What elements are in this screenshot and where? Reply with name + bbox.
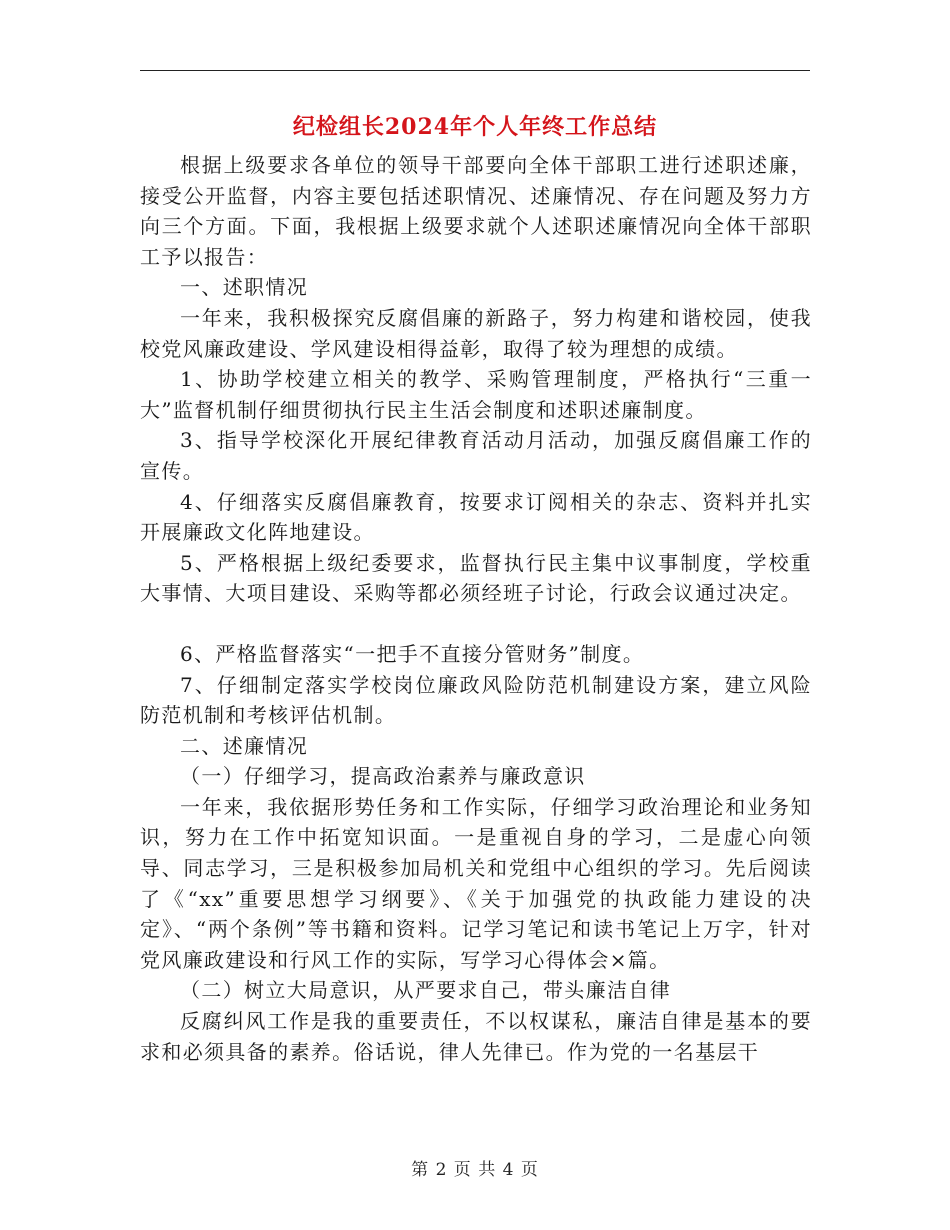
section-heading-integrity: 二、述廉情况 — [180, 733, 309, 758]
document-body — [140, 150, 812, 1067]
paragraph-study: 一年来，我依据形势任务和工作实际，仔细学习政治理论和业务知识，努力在工作中拓宽知识面。一是重视自身的学习，二是虚心向领导、同志学习，三是积极参加局机关和党组中心组织的学习。先后阅读了《“xx”重要思想学习纲要》、《关于加强党的执政能力建设的决定》、“两个条例”等书籍和资料。记学习笔记和读书笔记上万字，针对党风廉政建设和行风工作的实际，写学习心得体会×篇。 — [140, 794, 812, 972]
list-item-1: 1、协助学校建立相关的教学、采购管理制度，严格执行“三重一大”监督机制仔细贯彻执行民主生活会制度和述职述廉制度。 — [140, 367, 812, 422]
header-rule — [140, 70, 810, 71]
section-heading-duty: 一、述职情况 — [180, 275, 309, 300]
subsection-heading-2: （二）树立大局意识，从严要求自己，带头廉洁自律 — [180, 978, 672, 1003]
list-item-6: 6、严格监督落实“一把手不直接分管财务”制度。 — [180, 641, 645, 666]
page-number: 第 2 页 共 4 页 — [411, 1160, 539, 1180]
subsection-heading-1: （一）仔细学习，提高政治素养与廉政意识 — [180, 764, 586, 789]
list-item-4: 4、仔细落实反腐倡廉教育，按要求订阅相关的杂志、资料并扎实开展廉政文化阵地建设。 — [140, 489, 812, 545]
list-item-7: 7、仔细制定落实学校岗位廉政风险防范机制建设方案，建立风险防范机制和考核评估机制。 — [140, 672, 812, 728]
list-item-3: 3、指导学校深化开展纪律教育活动月活动，加强反腐倡廉工作的宣传。 — [140, 428, 812, 483]
list-item-5: 5、严格根据上级纪委要求，监督执行民主集中议事制度，学校重大事情、大项目建设、采购等都必须经班子讨论，行政会议通过决定。 — [140, 550, 812, 606]
document-title: 纪检组长2024年个人年终工作总结 — [292, 114, 658, 140]
paragraph-self-discipline: 反腐纠风工作是我的重要责任，不以权谋私，廉洁自律是基本的要求和必须具备的素养。俗话说，律人先律已。作为党的一名基层干 — [140, 1009, 812, 1064]
paragraph-duty-summary: 一年来，我积极探究反腐倡廉的新路子，努力构建和谐校园，使我校党风廉政建设、学风建设相得益彰，取得了较为理想的成绩。 — [140, 305, 812, 361]
intro-paragraph: 根据上级要求各单位的领导干部要向全体干部职工进行述职述廉，接受公开监督，内容主要包括述职情况、述廉情况、存在问题及努力方向三个方面。下面，我根据上级要求就个人述职述廉情况向全体干部职工予以报告： — [140, 153, 812, 269]
